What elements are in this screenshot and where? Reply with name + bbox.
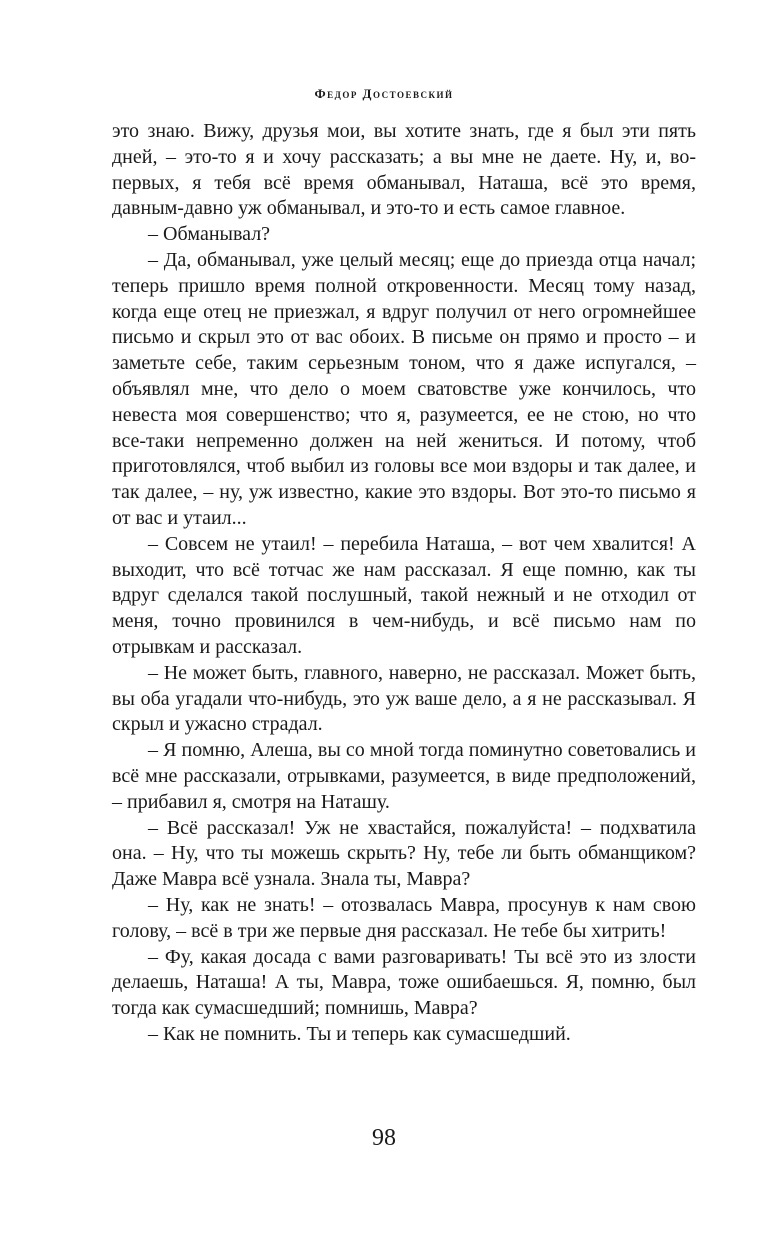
paragraph-2: – Обманывал?	[148, 223, 271, 246]
paragraph-6: – Я помню, Алеша, вы со мной тогда поминутно советовались и всё мне рассказали, отрывками, разумеется, в виде предположений, – прибавил я, смотря на Наташу.	[112, 739, 696, 813]
running-header: Федор Достоевский	[314, 86, 454, 101]
paragraph-1: это знаю. Вижу, друзья мои, вы хотите знать, где я был эти пять дней, – это-то я и хочу рассказать; а вы мне не даете. Ну, и, во-первых, я тебя всё время обманывал, Наташа, всё это время, давным-давно уж обманывал, и это-то и есть самое главное.	[112, 120, 696, 220]
paragraph-8: – Ну, как не знать! – отозвалась Мавра, просунув к нам свою голову, – всё в три же первые дня рассказал. Не тебе бы хитрить!	[112, 893, 696, 942]
paragraph-3: – Да, обманывал, уже целый месяц; еще до приезда отца начал; теперь пришло время полной откровенности. Месяц тому назад, когда еще отец не приезжал, я вдруг получил от него огромнейшее письмо и скрыл это от вас обоих. В письме он прямо и просто – и заметьте себе, таким серьезным тоном, что я даже испугался, – объявлял мне, что дело о моем сватовстве уже кончилось, что невеста моя совершенство; что я, разумеется, ее не стою, но что все-таки непременно должен на ней жениться. И потому, чтоб приготовлялся, чтоб выбил из головы все мои вздоры и так далее, и так далее, – ну, уж известно, какие это вздоры. Вот это-то письмо я от вас и утаил...	[112, 248, 696, 529]
paragraph-10: – Как не помнить. Ты и теперь как сумасшедший.	[148, 1022, 571, 1045]
paragraph-7: – Всё рассказал! Уж не хвастайся, пожалуйста! – подхватила она. – Ну, что ты можешь скрыть? Ну, тебе ли быть обманщиком? Даже Мавра всё узнала. Знала ты, Мавра?	[112, 816, 696, 891]
paragraph-9: – Фу, какая досада с вами разговаривать! Ты всё это из злости делаешь, Наташа! А ты, Мавра, тоже ошибаешься. Я, помню, был тогда как сумасшедший; помнишь, Мавра?	[112, 945, 696, 1020]
page-number: 98	[372, 1125, 396, 1151]
body-text	[112, 119, 696, 1048]
paragraph-4: – Совсем не утаил! – перебила Наташа, – вот чем хвалится! А выходит, что всё тотчас же нам рассказал. Я еще помню, как ты вдруг сделался такой послушный, такой нежный и не отходил от меня, точно провинился в чем-нибудь, и всё письмо нам по отрывкам и рассказал.	[112, 532, 696, 658]
paragraph-5: – Не может быть, главного, наверно, не рассказал. Может быть, вы оба угадали что-нибудь, это уж ваше дело, а я не рассказывал. Я скрыл и ужасно страдал.	[112, 661, 696, 736]
